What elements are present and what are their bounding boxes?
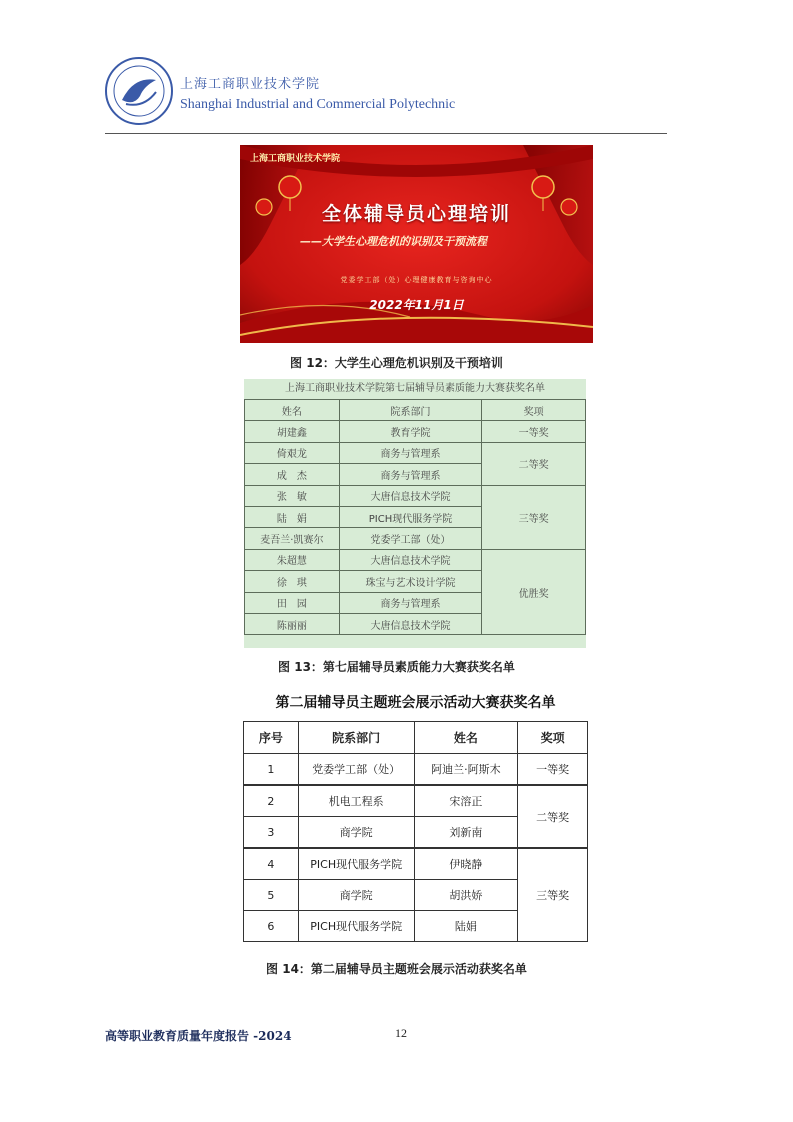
table1-title: 上海工商职业技术学院第七届辅导员素质能力大赛获奖名单 xyxy=(285,383,545,394)
winner-name: 陆 娟 xyxy=(245,506,340,527)
winner-name: 胡洪娇 xyxy=(414,880,518,911)
row-number: 3 xyxy=(244,817,299,849)
table2-title: 第二届辅导员主题班会展示活动大赛获奖名单 xyxy=(275,695,556,711)
winner-dept: 商学院 xyxy=(298,817,414,849)
winner-dept: 教育学院 xyxy=(339,421,482,442)
table2-header-row xyxy=(244,722,588,754)
table-row xyxy=(245,442,586,463)
page-number: 12 xyxy=(395,1026,407,1040)
table1-header-award: 奖项 xyxy=(482,400,586,421)
header-divider xyxy=(105,133,667,134)
winner-name: 朱超慧 xyxy=(245,549,340,570)
winner-dept: 大唐信息技术学院 xyxy=(339,549,482,570)
winner-name: 麦吾兰·凯赛尔 xyxy=(245,528,340,549)
award-level: 二等奖 xyxy=(518,785,588,848)
winner-name: 陈丽丽 xyxy=(245,613,340,634)
winner-name: 刘新南 xyxy=(414,817,518,849)
table2-header-award: 奖项 xyxy=(518,722,588,754)
winner-name: 阿迪兰·阿斯木 xyxy=(414,754,518,786)
winner-dept: 商务与管理系 xyxy=(339,442,482,463)
row-number: 1 xyxy=(244,754,299,786)
winner-name: 伊晓静 xyxy=(414,848,518,880)
school-logo-icon xyxy=(104,56,174,126)
table-row xyxy=(245,549,586,570)
award-level: 优胜奖 xyxy=(482,549,586,635)
row-number: 6 xyxy=(244,911,299,942)
table2-header-no: 序号 xyxy=(244,722,299,754)
table-row xyxy=(244,785,588,817)
table1-header-dept: 院系部门 xyxy=(339,400,482,421)
winner-dept: 党委学工部（处） xyxy=(298,754,414,786)
winner-name: 陆娟 xyxy=(414,911,518,942)
banner-organizer: 党委学工部（处）心理健康教育与咨询中心 xyxy=(340,276,493,284)
winner-dept: 商务与管理系 xyxy=(339,464,482,485)
winner-name: 田 园 xyxy=(245,592,340,613)
row-number: 2 xyxy=(244,785,299,817)
figure-13-caption: 图 13：第七届辅导员素质能力大赛获奖名单 xyxy=(278,660,515,674)
winner-dept: PICH现代服务学院 xyxy=(298,911,414,942)
winner-dept: PICH现代服务学院 xyxy=(298,848,414,880)
winner-name: 胡建鑫 xyxy=(245,421,340,442)
winner-name: 宋溶正 xyxy=(414,785,518,817)
award-level: 三等奖 xyxy=(518,848,588,942)
table2-header-dept: 院系部门 xyxy=(298,722,414,754)
winner-name: 倚艰龙 xyxy=(245,442,340,463)
school-name-en: Shanghai Industrial and Commercial Polytechnic xyxy=(180,97,456,112)
award-level: 一等奖 xyxy=(518,754,588,786)
report-title-footer: 高等职业教育质量年度报告 -2024 xyxy=(105,1029,292,1043)
table-row xyxy=(244,754,588,786)
winner-name: 徐 琪 xyxy=(245,571,340,592)
winner-dept: 大唐信息技术学院 xyxy=(339,613,482,634)
training-banner-image xyxy=(240,145,593,343)
banner-school-tag: 上海工商职业技术学院 xyxy=(250,154,341,164)
figure-14-caption: 图 14：第二届辅导员主题班会展示活动获奖名单 xyxy=(266,962,527,976)
table1-header-name: 姓名 xyxy=(245,400,340,421)
theme-class-award-table xyxy=(243,721,588,942)
award-level: 二等奖 xyxy=(482,442,586,485)
banner-date: 2022年11月1日 xyxy=(369,298,464,312)
table-row xyxy=(244,848,588,880)
award-level: 一等奖 xyxy=(482,421,586,442)
table1-grid xyxy=(244,399,586,635)
banner-subtitle: ——大学生心理危机的识别及干预流程 xyxy=(300,235,487,248)
winner-dept: 商务与管理系 xyxy=(339,592,482,613)
table-row xyxy=(245,421,586,442)
table-row xyxy=(245,485,586,506)
award-level: 三等奖 xyxy=(482,485,586,549)
table2-header-name: 姓名 xyxy=(414,722,518,754)
banner-title: 全体辅导员心理培训 xyxy=(321,203,511,225)
competition-7-award-table xyxy=(244,379,586,648)
table1-header-row xyxy=(245,400,586,421)
winner-name: 成 杰 xyxy=(245,464,340,485)
winner-dept: 珠宝与艺术设计学院 xyxy=(339,571,482,592)
winner-dept: 大唐信息技术学院 xyxy=(339,485,482,506)
winner-dept: 机电工程系 xyxy=(298,785,414,817)
row-number: 4 xyxy=(244,848,299,880)
winner-dept: PICH现代服务学院 xyxy=(339,506,482,527)
figure-12-caption: 图 12：大学生心理危机识别及干预培训 xyxy=(290,356,503,370)
winner-name: 张 敏 xyxy=(245,485,340,506)
winner-dept: 党委学工部（处） xyxy=(339,528,482,549)
school-name-cn: 上海工商职业技术学院 xyxy=(180,77,321,92)
winner-dept: 商学院 xyxy=(298,880,414,911)
row-number: 5 xyxy=(244,880,299,911)
